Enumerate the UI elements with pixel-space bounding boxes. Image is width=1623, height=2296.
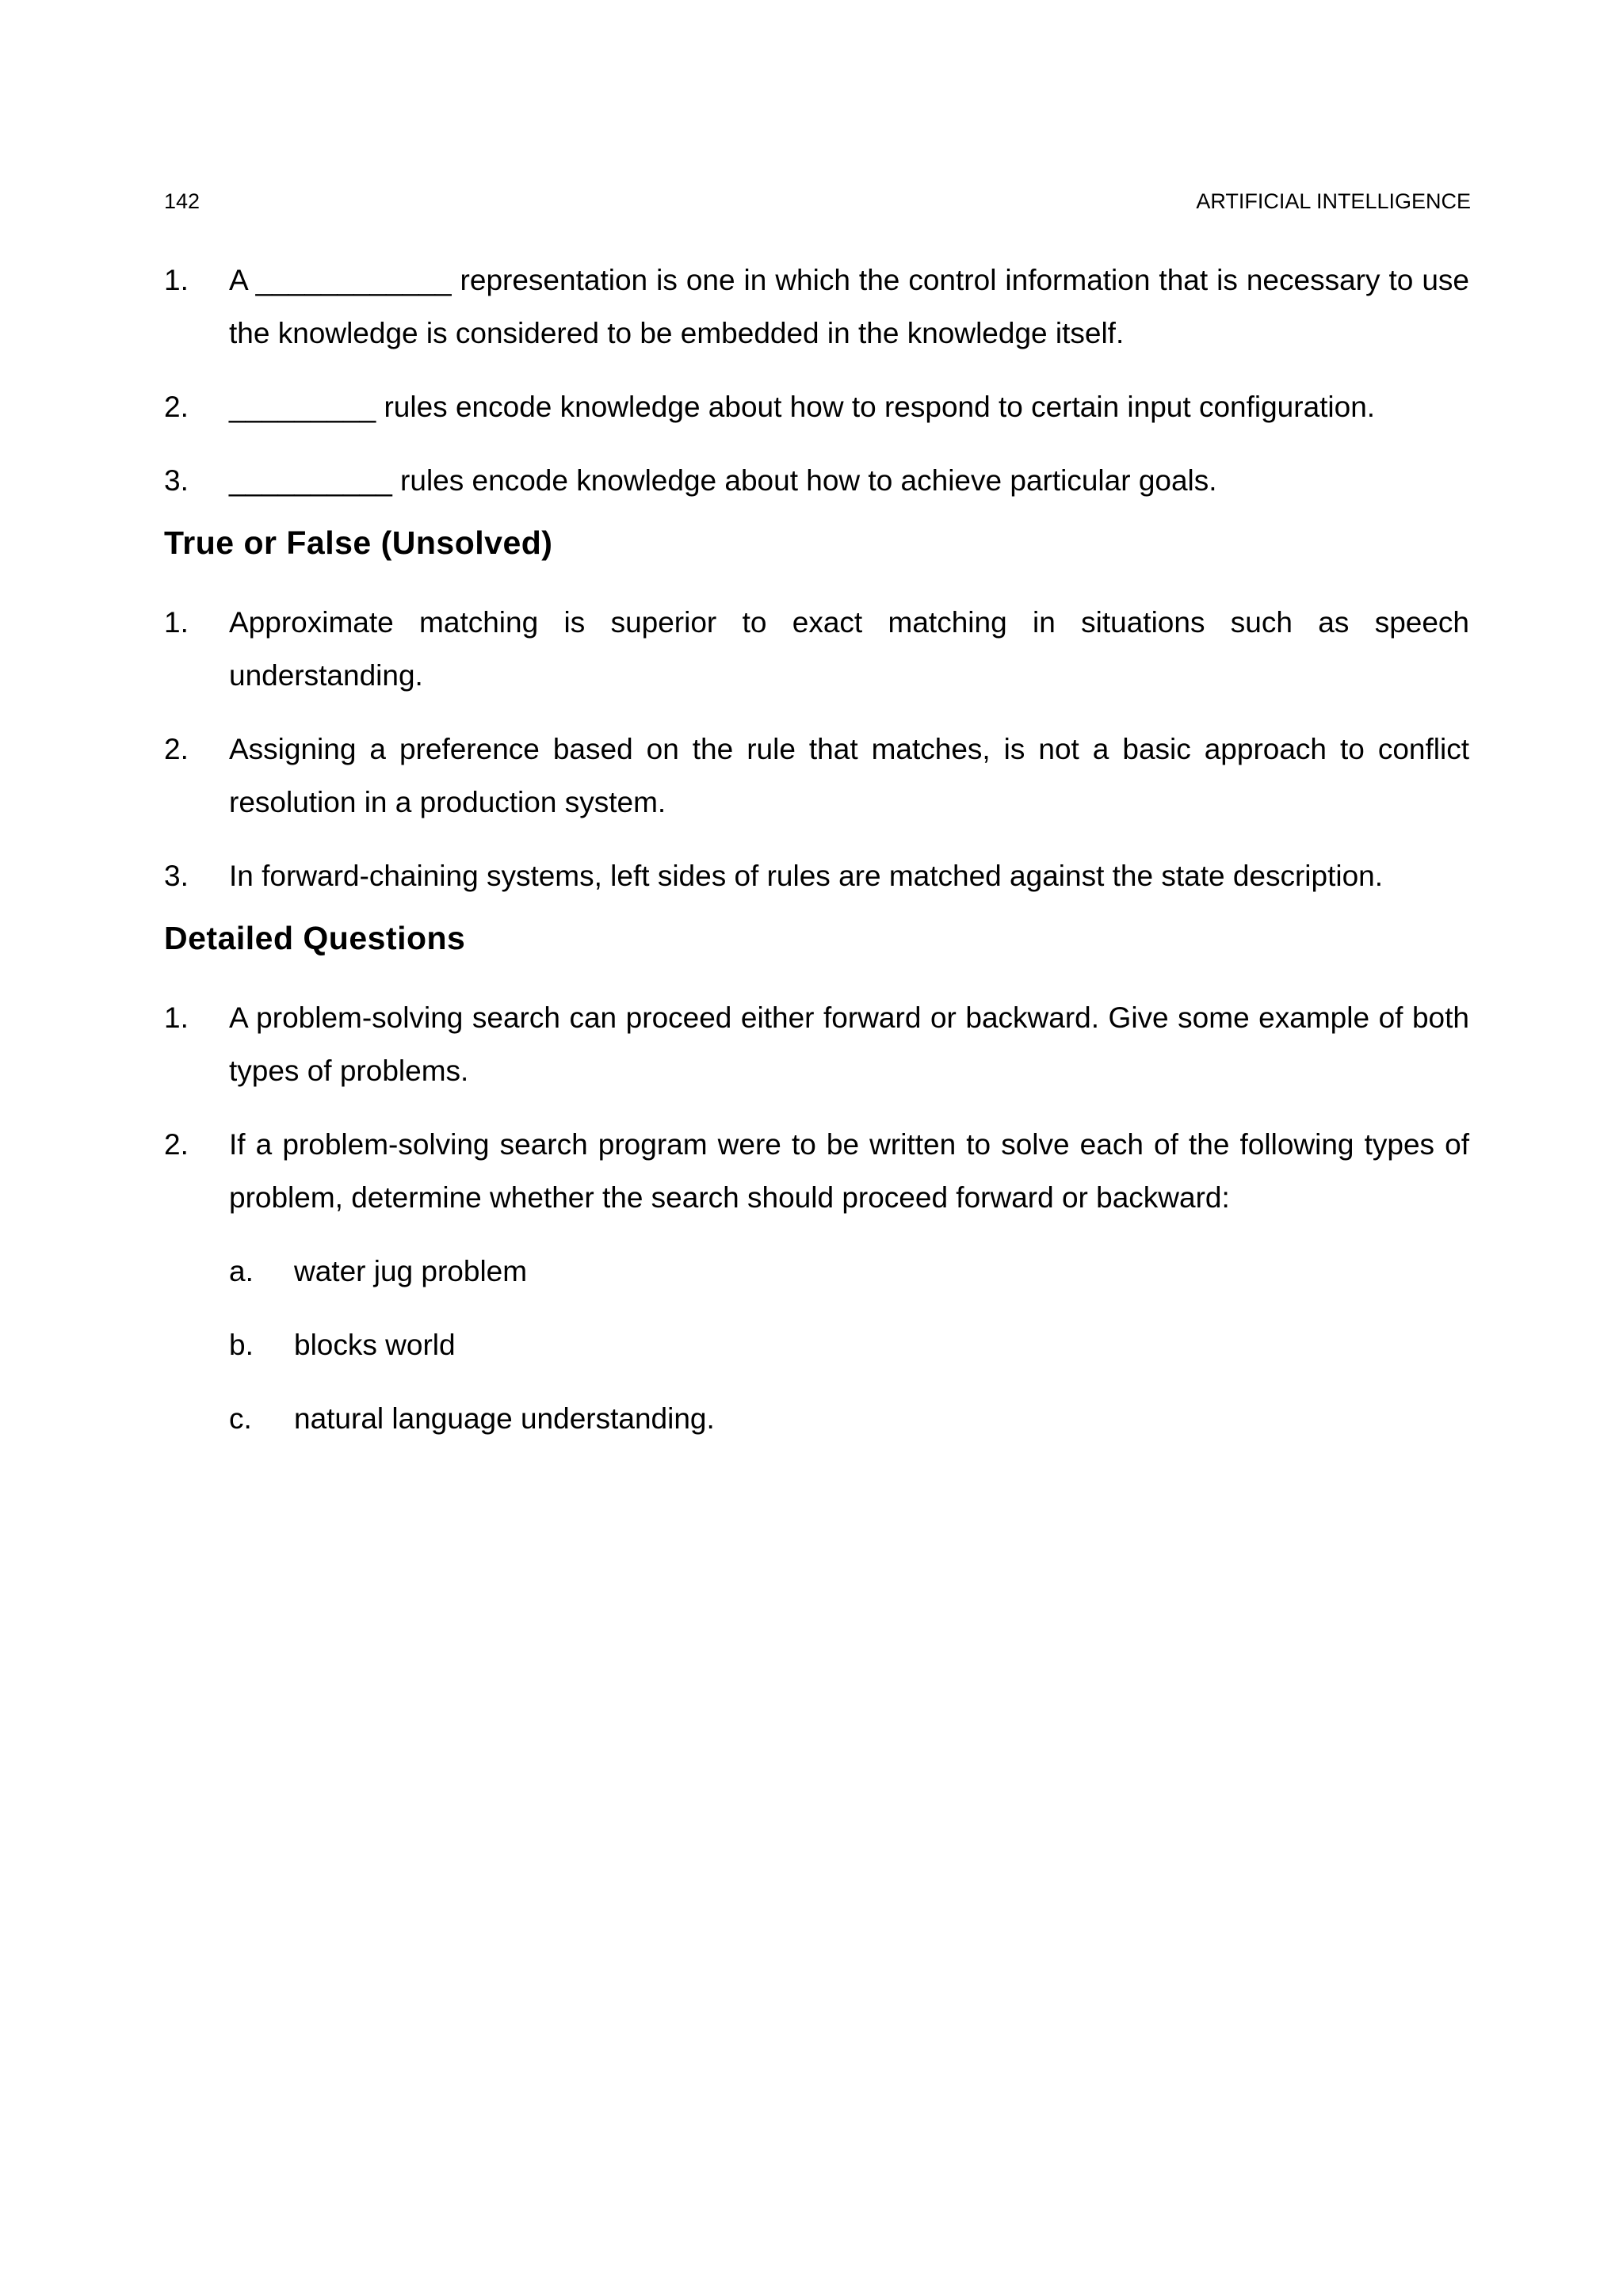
item-text: _________ rules encode knowledge about how to respond to certain input configuration. (229, 391, 1376, 423)
sub-item-a (164, 1245, 1469, 1298)
item-number: 1. (164, 1001, 189, 1034)
item-text: A ____________ representation is one in which the control information that is necessary to use the knowledge is considered to be embedded in the knowledge itself. (229, 264, 1469, 349)
detailed-item-1 (164, 991, 1469, 1097)
item-text: Approximate matching is superior to exact matching in situations such as speech understanding. (229, 606, 1469, 692)
detailed-item-2 (164, 1118, 1469, 1224)
true-false-item-3 (164, 849, 1469, 902)
running-title: ARTIFICIAL INTELLIGENCE (1196, 189, 1471, 213)
sub-item-letter: b. (229, 1329, 254, 1361)
item-number: 3. (164, 860, 189, 892)
true-false-item-2 (164, 723, 1469, 829)
item-text: __________ rules encode knowledge about how to achieve particular goals. (229, 464, 1217, 497)
sub-item-letter: c. (229, 1402, 252, 1435)
item-number: 1. (164, 606, 189, 639)
sub-item-text: natural language understanding. (294, 1402, 715, 1435)
fill-blank-item-1 (164, 254, 1469, 360)
item-text: If a problem-solving search program were to be written to solve each of the following types of problem, determine whether the search should proceed forward or backward: (229, 1128, 1469, 1214)
fill-blank-item-2 (164, 380, 1469, 433)
item-number: 2. (164, 1128, 189, 1161)
sub-item-text: blocks world (294, 1329, 456, 1361)
true-false-heading: True or False (Unsolved) (164, 524, 553, 561)
item-text: Assigning a preference based on the rule that matches, is not a basic approach to conflict resolution in a production system. (229, 733, 1469, 818)
item-number: 3. (164, 464, 189, 497)
fill-blank-item-3 (164, 454, 1469, 507)
item-number: 2. (164, 733, 189, 765)
item-text: In forward-chaining systems, left sides of rules are matched against the state description. (229, 860, 1384, 892)
sub-item-text: water jug problem (294, 1255, 528, 1287)
true-false-item-1 (164, 596, 1469, 702)
page-number: 142 (164, 189, 200, 213)
item-number: 2. (164, 391, 189, 423)
sub-item-letter: a. (229, 1255, 254, 1287)
sub-item-c (164, 1392, 1469, 1445)
item-number: 1. (164, 264, 189, 296)
item-text: A problem-solving search can proceed either forward or backward. Give some example of both types of problems. (229, 1001, 1469, 1087)
detailed-questions-heading: Detailed Questions (164, 920, 466, 956)
page-body (164, 254, 1469, 1466)
sub-item-b (164, 1318, 1469, 1371)
